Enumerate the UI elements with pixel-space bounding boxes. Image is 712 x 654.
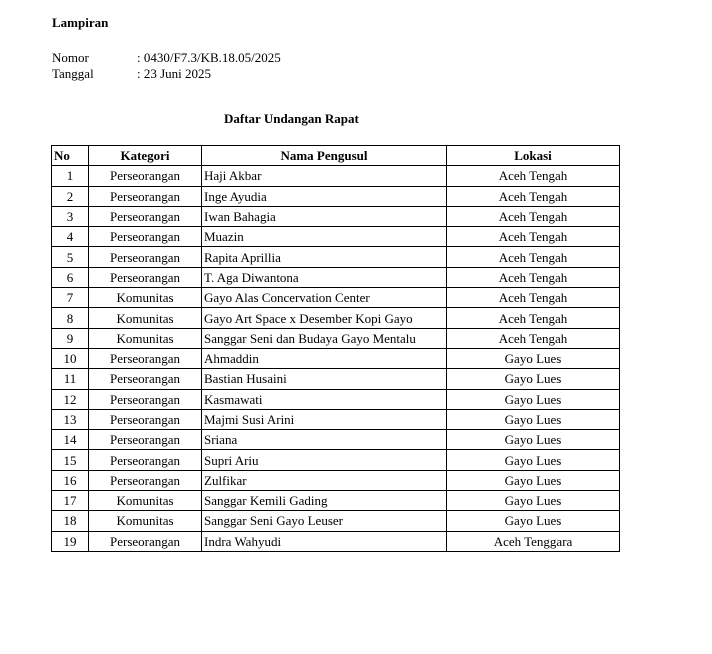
cell-lokasi: Aceh Tengah: [447, 308, 620, 328]
tanggal-label: Tanggal: [52, 66, 94, 81]
cell-no: 14: [52, 430, 89, 450]
cell-no: 8: [52, 308, 89, 328]
cell-no: 12: [52, 389, 89, 409]
cell-nama-pengusul: Gayo Alas Concervation Center: [202, 288, 447, 308]
cell-kategori: Perseorangan: [89, 470, 202, 490]
cell-nama-pengusul: Zulfikar: [202, 470, 447, 490]
cell-nama-pengusul: T. Aga Diwantona: [202, 267, 447, 287]
cell-kategori: Perseorangan: [89, 531, 202, 551]
cell-no: 13: [52, 409, 89, 429]
invitation-table: [51, 145, 620, 552]
table-row: [52, 491, 620, 511]
table-row: [52, 389, 620, 409]
cell-no: 1: [52, 166, 89, 186]
cell-kategori: Perseorangan: [89, 186, 202, 206]
cell-nama-pengusul: Sanggar Seni dan Budaya Gayo Mentalu: [202, 328, 447, 348]
cell-no: 6: [52, 267, 89, 287]
cell-no: 10: [52, 348, 89, 368]
cell-kategori: Perseorangan: [89, 369, 202, 389]
cell-nama-pengusul: Inge Ayudia: [202, 186, 447, 206]
cell-nama-pengusul: Kasmawati: [202, 389, 447, 409]
cell-no: 16: [52, 470, 89, 490]
cell-lokasi: Gayo Lues: [447, 369, 620, 389]
cell-lokasi: Gayo Lues: [447, 409, 620, 429]
header-kategori: Kategori: [89, 146, 202, 166]
cell-lokasi: Gayo Lues: [447, 348, 620, 368]
cell-kategori: Perseorangan: [89, 247, 202, 267]
cell-no: 9: [52, 328, 89, 348]
cell-kategori: Perseorangan: [89, 227, 202, 247]
table-row: [52, 511, 620, 531]
cell-nama-pengusul: Rapita Aprillia: [202, 247, 447, 267]
cell-lokasi: Aceh Tengah: [447, 267, 620, 287]
cell-kategori: Komunitas: [89, 308, 202, 328]
table-heading: Daftar Undangan Rapat: [224, 111, 359, 126]
header-nama-pengusul: Nama Pengusul: [202, 146, 447, 166]
document-title: Lampiran: [52, 15, 109, 30]
cell-kategori: Komunitas: [89, 288, 202, 308]
table-header-row: [52, 146, 620, 166]
nomor-value: : 0430/F7.3/KB.18.05/2025: [137, 50, 281, 65]
header-lokasi: Lokasi: [447, 146, 620, 166]
cell-lokasi: Gayo Lues: [447, 389, 620, 409]
cell-nama-pengusul: Indra Wahyudi: [202, 531, 447, 551]
cell-nama-pengusul: Gayo Art Space x Desember Kopi Gayo: [202, 308, 447, 328]
cell-kategori: Perseorangan: [89, 166, 202, 186]
cell-no: 17: [52, 491, 89, 511]
nomor-label: Nomor: [52, 50, 89, 65]
cell-nama-pengusul: Ahmaddin: [202, 348, 447, 368]
cell-no: 11: [52, 369, 89, 389]
cell-lokasi: Aceh Tengah: [447, 206, 620, 226]
table-row: [52, 186, 620, 206]
table-row: [52, 166, 620, 186]
cell-nama-pengusul: Muazin: [202, 227, 447, 247]
table-row: [52, 267, 620, 287]
table-row: [52, 430, 620, 450]
cell-lokasi: Aceh Tengah: [447, 186, 620, 206]
table-row: [52, 531, 620, 551]
cell-nama-pengusul: Haji Akbar: [202, 166, 447, 186]
header-no: No: [52, 146, 89, 166]
cell-kategori: Komunitas: [89, 511, 202, 531]
cell-kategori: Perseorangan: [89, 430, 202, 450]
cell-nama-pengusul: Supri Ariu: [202, 450, 447, 470]
cell-lokasi: Gayo Lues: [447, 470, 620, 490]
cell-lokasi: Aceh Tengah: [447, 328, 620, 348]
cell-lokasi: Aceh Tengah: [447, 288, 620, 308]
table-row: [52, 308, 620, 328]
cell-kategori: Perseorangan: [89, 267, 202, 287]
cell-lokasi: Aceh Tenggara: [447, 531, 620, 551]
table-row: [52, 247, 620, 267]
cell-lokasi: Aceh Tengah: [447, 247, 620, 267]
cell-lokasi: Gayo Lues: [447, 491, 620, 511]
cell-nama-pengusul: Bastian Husaini: [202, 369, 447, 389]
cell-kategori: Perseorangan: [89, 389, 202, 409]
cell-no: 7: [52, 288, 89, 308]
cell-lokasi: Gayo Lues: [447, 430, 620, 450]
cell-kategori: Perseorangan: [89, 450, 202, 470]
cell-no: 3: [52, 206, 89, 226]
table-row: [52, 470, 620, 490]
table-row: [52, 206, 620, 226]
cell-nama-pengusul: Sanggar Seni Gayo Leuser: [202, 511, 447, 531]
cell-kategori: Perseorangan: [89, 409, 202, 429]
cell-nama-pengusul: Sanggar Kemili Gading: [202, 491, 447, 511]
cell-lokasi: Gayo Lues: [447, 450, 620, 470]
cell-no: 2: [52, 186, 89, 206]
tanggal-value: : 23 Juni 2025: [137, 66, 212, 81]
table-row: [52, 450, 620, 470]
cell-no: 19: [52, 531, 89, 551]
table-row: [52, 409, 620, 429]
cell-kategori: Perseorangan: [89, 348, 202, 368]
cell-nama-pengusul: Majmi Susi Arini: [202, 409, 447, 429]
cell-kategori: Komunitas: [89, 328, 202, 348]
cell-kategori: Perseorangan: [89, 206, 202, 226]
table-row: [52, 369, 620, 389]
cell-no: 5: [52, 247, 89, 267]
cell-lokasi: Aceh Tengah: [447, 227, 620, 247]
cell-no: 15: [52, 450, 89, 470]
cell-lokasi: Aceh Tengah: [447, 166, 620, 186]
cell-nama-pengusul: Sriana: [202, 430, 447, 450]
table-row: [52, 348, 620, 368]
cell-nama-pengusul: Iwan Bahagia: [202, 206, 447, 226]
cell-kategori: Komunitas: [89, 491, 202, 511]
cell-no: 4: [52, 227, 89, 247]
table-row: [52, 227, 620, 247]
cell-no: 18: [52, 511, 89, 531]
table-row: [52, 328, 620, 348]
table-row: [52, 288, 620, 308]
cell-lokasi: Gayo Lues: [447, 511, 620, 531]
